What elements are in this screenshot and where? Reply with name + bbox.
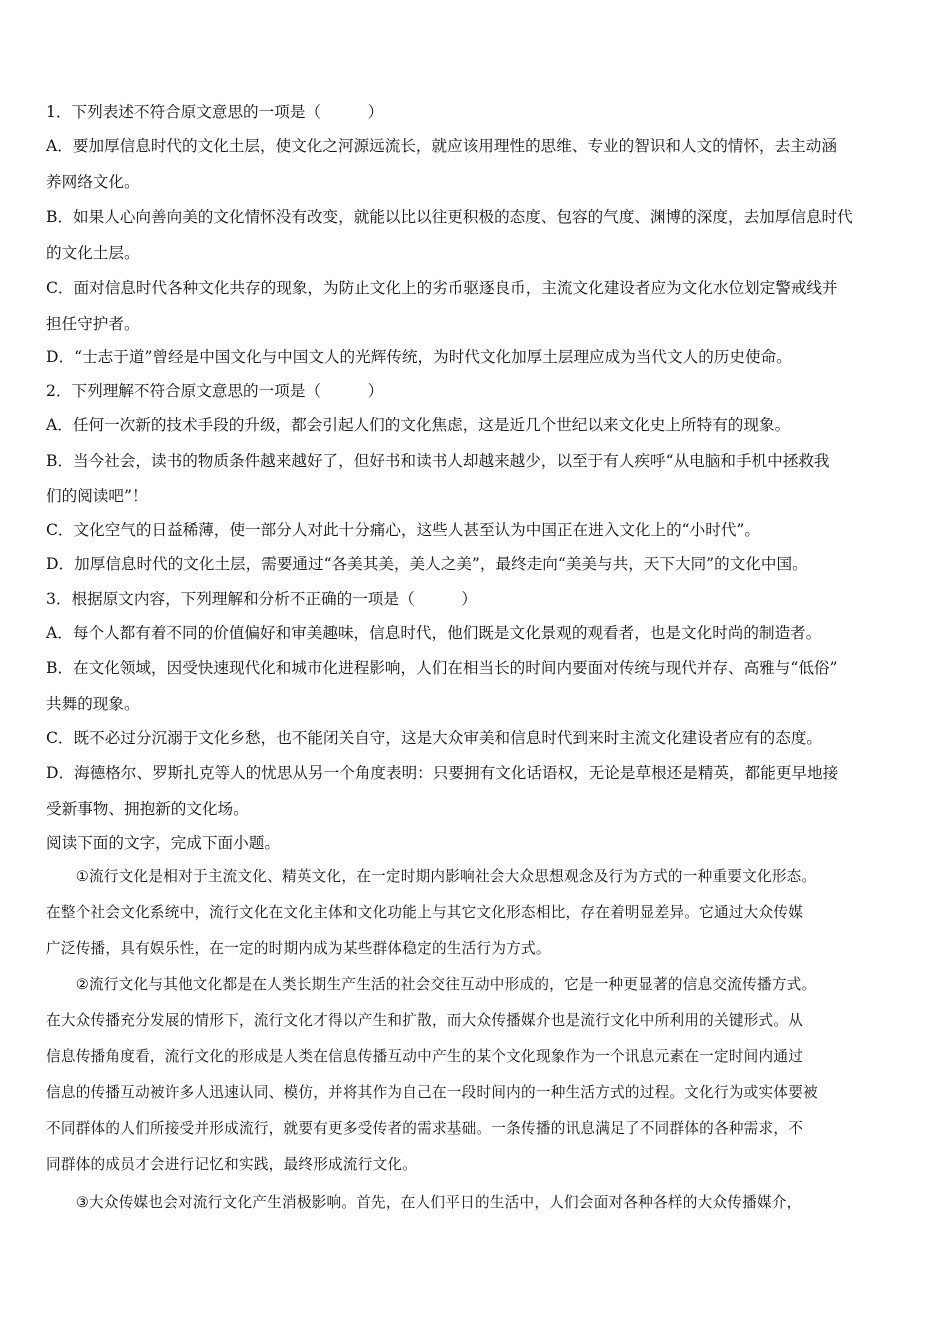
question-2-option-b-line1: B．当今社会，读书的物质条件越来越好了，但好书和读书人却越来越少，以至于有人疾呼“从电脑和手机中拯救我 [46, 452, 830, 470]
passage-p2-line1: ②流行文化与其他文化都是在人类长期生产生活的社会交往互动中形成的，它是一种更显著的信息交流传播方式。 [46, 976, 817, 993]
question-3-option-d-line2: 受新事物、拥抱新的文化场。 [46, 800, 249, 818]
question-1-option-a-line2: 养网络文化。 [46, 173, 140, 191]
question-2-option-a: A．任何一次新的技术手段的升级，都会引起人们的文化焦虑，这是近几个世纪以来文化史上所特有的现象。 [46, 416, 791, 434]
question-3-option-d-line1: D．海德格尔、罗斯扎克等人的忧思从另一个角度表明：只要拥有文化话语权，无论是草根还是精英，都能更早地接 [46, 764, 839, 782]
question-3-option-a: A．每个人都有着不同的价值偏好和审美趣味，信息时代，他们既是文化景观的观看者，也是文化时尚的制造者。 [46, 624, 822, 642]
question-3-option-b-line2: 共舞的现象。 [46, 695, 140, 713]
question-1-option-c-line2: 担任守护者。 [46, 315, 140, 333]
question-2-stem: 2．下列理解不符合原文意思的一项是（ ） [46, 382, 384, 400]
question-1-option-c-line1: C．面对信息时代各种文化共存的现象，为防止文化上的劣币驱逐良币，主流文化建设者应为文化水位划定警戒线并 [46, 279, 838, 297]
question-1-option-b-line2: 的文化土层。 [46, 244, 140, 262]
question-2-option-b-line2: 们的阅读吧”！ [46, 487, 148, 505]
passage-p2-line4: 信息的传播互动被许多人迅速认同、模仿，并将其作为自己在一段时间内的一种生活方式的过程。文化行为或实体要被 [46, 1084, 818, 1101]
question-3-option-b-line1: B．在文化领域，因受快速现代化和城市化进程影响，人们在相当长的时间内要面对传统与现代并存、高雅与“低俗” [46, 659, 838, 677]
passage-p2-line5: 不同群体的人们所接受并形成流行，就要有更多受传者的需求基础。一条传播的讯息满足了不同群体的各种需求，不 [46, 1120, 804, 1137]
question-2-option-c: C．文化空气的日益稀薄，使一部分人对此十分痛心，这些人甚至认为中国正在进入文化上的“小时代”。 [46, 521, 761, 539]
passage-p2-line6: 同群体的成员才会进行记忆和实践，最终形成流行文化。 [46, 1156, 418, 1173]
passage-p2-line2: 在大众传播充分发展的情形下，流行文化才得以产生和扩散，而大众传播媒介也是流行文化中所利用的关键形式。从 [46, 1012, 804, 1029]
question-1-option-b-line1: B．如果人心向善向美的文化情怀没有改变，就能以比以往更积极的态度、包容的气度、渊博的深度，去加厚信息时代 [46, 208, 853, 226]
passage-p3-line1: ③大众传媒也会对流行文化产生消极影响。首先，在人们平日的生活中，人们会面对各种各样的大众传播媒介， [46, 1194, 802, 1211]
question-3-option-c: C．既不必过分沉溺于文化乡愁，也不能闭关自守，这是大众审美和信息时代到来时主流文化建设者应有的态度。 [46, 729, 823, 747]
question-1-option-d: D．“士志于道”曾经是中国文化与中国文人的光辉传统，为时代文化加厚土层理应成为当代文人的历史使命。 [46, 348, 792, 366]
question-1-option-a-line1: A．要加厚信息时代的文化土层，使文化之河源远流长，就应该用理性的思维、专业的智识和人文的情怀，去主动涵 [46, 137, 837, 155]
question-1-stem: 1．下列表述不符合原文意思的一项是（ ） [46, 103, 384, 121]
passage-p1-line1: ①流行文化是相对于主流文化、精英文化，在一定时期内影响社会大众思想观念及行为方式的一种重要文化形态。 [46, 868, 817, 885]
passage-p1-line2: 在整个社会文化系统中，流行文化在文化主体和文化功能上与其它文化形态相比，存在着明显差异。它通过大众传媒 [46, 904, 804, 921]
question-2-option-d: D．加厚信息时代的文化土层，需要通过“各美其美，美人之美”，最终走向“美美与共，天下大同”的文化中国。 [46, 555, 808, 573]
reading-instruction: 阅读下面的文字，完成下面小题。 [46, 834, 280, 852]
passage-p1-line3: 广泛传播，具有娱乐性，在一定的时期内成为某些群体稳定的生活行为方式。 [46, 940, 551, 957]
passage-p2-line3: 信息传播角度看，流行文化的形成是人类在信息传播互动中产生的某个文化现象作为一个讯息元素在一定时间内通过 [46, 1048, 804, 1065]
question-3-stem: 3．根据原文内容，下列理解和分析不正确的一项是（ ） [46, 590, 477, 608]
